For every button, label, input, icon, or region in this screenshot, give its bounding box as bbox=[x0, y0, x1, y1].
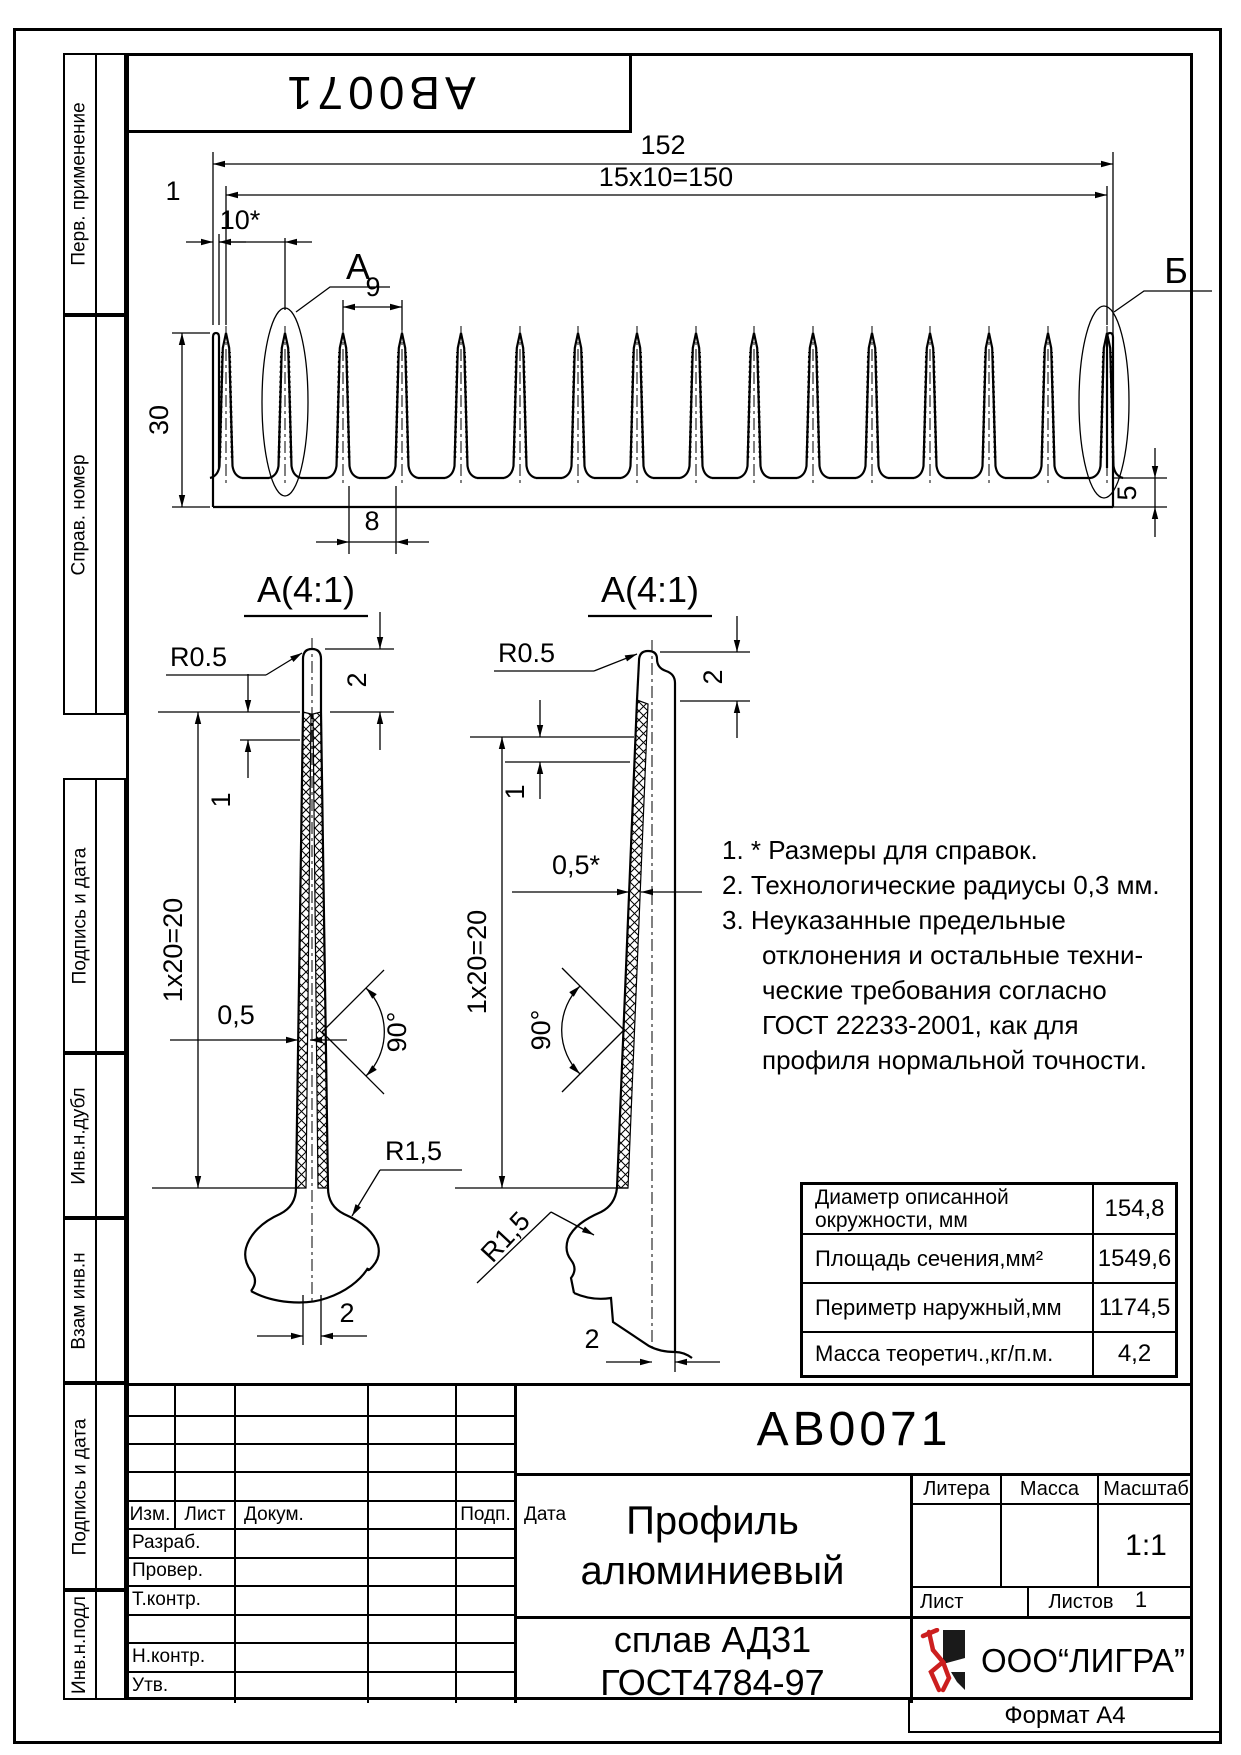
dim-05-right: 0,5* bbox=[551, 850, 601, 880]
dim-r15-left: R1,5 bbox=[385, 1136, 443, 1166]
detail-b-callout-label: Б bbox=[1164, 250, 1188, 291]
dim-05-left: 0,5 bbox=[217, 1000, 255, 1030]
note-line: ческие требования согласно bbox=[762, 975, 1107, 1005]
material bbox=[515, 1619, 910, 1703]
row-label-tkontr: Т.контр. bbox=[132, 1588, 201, 1610]
param-value: 1549,6 bbox=[1097, 1244, 1172, 1272]
company-logo bbox=[919, 1628, 971, 1694]
param-label: Площадь сечения,мм² bbox=[815, 1245, 1044, 1271]
table-row bbox=[803, 1284, 1175, 1333]
dim-pitch-10: 10* bbox=[219, 205, 261, 235]
dim-wall-1: 1 bbox=[165, 176, 181, 206]
detail-a1-title: А(4:1) bbox=[256, 569, 356, 610]
litera-header: Литера bbox=[923, 1477, 990, 1500]
title-block bbox=[126, 1383, 1193, 1703]
table-row bbox=[803, 1333, 1175, 1375]
param-value: 154,8 bbox=[1104, 1195, 1165, 1222]
dim-tip-2-left: 2 bbox=[342, 672, 372, 688]
company-cell bbox=[913, 1619, 1193, 1703]
note-line: 2. Технологические радиусы 0,3 мм. bbox=[722, 870, 1160, 900]
part-name-line: Профиль bbox=[626, 1499, 799, 1543]
col-header-list: Лист bbox=[184, 1504, 226, 1525]
side-label: Инв.н.дубл bbox=[69, 1086, 90, 1185]
detail-a2-title: А(4:1) bbox=[600, 569, 700, 610]
detail-a-callout-label: А bbox=[345, 246, 371, 287]
row-label-utv: Утв. bbox=[132, 1674, 169, 1696]
col-header-podp: Подп. bbox=[460, 1504, 511, 1525]
note-line: 3. Неуказанные предельные bbox=[722, 905, 1066, 935]
param-value: 1174,5 bbox=[1098, 1293, 1171, 1321]
dim-90-right: 90° bbox=[526, 1009, 556, 1051]
dim-r15-right: R1,5 bbox=[474, 1205, 536, 1268]
dim-channel-8: 8 bbox=[364, 506, 380, 536]
dim-tip-2-right: 2 bbox=[698, 669, 728, 685]
row-label-nkontr: Н.контр. bbox=[132, 1645, 206, 1667]
part-name bbox=[515, 1476, 910, 1616]
note-line: 1. * Размеры для справок. bbox=[722, 835, 1038, 865]
main-view-dimensions bbox=[144, 130, 1212, 554]
detail-view-a-right bbox=[455, 569, 750, 1372]
title-doc-number: АВ0071 bbox=[756, 1403, 952, 1456]
dim-r05-left: R0.5 bbox=[170, 642, 228, 672]
dim-1x20-right: 1x20=20 bbox=[462, 909, 492, 1015]
masshtab-header: Масштаб bbox=[1103, 1477, 1189, 1500]
material-line: сплав АД31 bbox=[613, 1619, 812, 1660]
top-stamp-doc-number: АВ0071 bbox=[282, 67, 476, 119]
side-label: Справ. номер bbox=[69, 454, 90, 576]
detail-b-callout-ellipse bbox=[1079, 306, 1129, 498]
note-line: профиля нормальной точности. bbox=[762, 1045, 1147, 1075]
note-line: отклонения и остальные техни- bbox=[762, 940, 1144, 970]
dim-r05-right: R0.5 bbox=[498, 638, 556, 668]
dim-serration-1-right: 1 bbox=[500, 784, 530, 800]
note-line: ГОСТ 22233-2001, как для bbox=[762, 1010, 1079, 1040]
param-label: Масса теоретич.,кг/п.м. bbox=[815, 1341, 1054, 1366]
technical-notes bbox=[722, 833, 1182, 1078]
format-note: Формат А4 bbox=[1004, 1701, 1126, 1729]
list-label: Лист bbox=[920, 1590, 964, 1613]
param-label: Диаметр описанной bbox=[815, 1186, 1009, 1209]
side-label: Подпись и дата bbox=[69, 847, 90, 984]
col-header-izm: Изм. bbox=[129, 1504, 171, 1525]
company-name: ООО“ЛИГРА” bbox=[981, 1642, 1186, 1679]
dim-total-width: 152 bbox=[640, 130, 686, 160]
listov-value: 1 bbox=[1134, 1587, 1148, 1612]
detail-view-a-left bbox=[152, 569, 462, 1345]
param-label: Периметр наружный,мм bbox=[815, 1294, 1062, 1320]
profile-main-view bbox=[210, 326, 1123, 507]
table-row bbox=[803, 1235, 1175, 1284]
dim-root-2-left: 2 bbox=[339, 1298, 355, 1328]
side-label: Взам инв.н bbox=[69, 1251, 91, 1350]
listov-label: Листов bbox=[1048, 1590, 1114, 1613]
dim-root-2-right: 2 bbox=[584, 1324, 600, 1354]
row-label-prover: Провер. bbox=[132, 1560, 204, 1581]
table-row bbox=[803, 1185, 1175, 1235]
parameters-table bbox=[800, 1182, 1178, 1378]
material-line: ГОСТ4784-97 bbox=[600, 1662, 825, 1703]
dim-serration-1-left: 1 bbox=[206, 792, 236, 808]
row-label-razrab: Разраб. bbox=[132, 1532, 201, 1553]
massa-header: Масса bbox=[1019, 1477, 1080, 1500]
param-label: окружности, мм bbox=[815, 1209, 968, 1232]
col-header-dokum: Докум. bbox=[244, 1504, 304, 1525]
dim-pitch-total: 15x10=150 bbox=[598, 162, 734, 192]
col-header-data: Дата bbox=[523, 1504, 567, 1525]
part-name-line: алюминиевый bbox=[580, 1549, 845, 1593]
scale-value: 1:1 bbox=[1125, 1528, 1167, 1562]
dim-fin-gap-9: 9 bbox=[365, 272, 381, 302]
param-value: 4,2 bbox=[1117, 1340, 1152, 1367]
dim-1x20-left: 1x20=20 bbox=[158, 897, 188, 1003]
dim-base-5: 5 bbox=[1112, 485, 1142, 501]
dim-height-30: 30 bbox=[144, 404, 174, 436]
side-label: Инв.н.подл bbox=[69, 1596, 90, 1694]
dim-90-left: 90° bbox=[382, 1011, 412, 1053]
side-label: Перв. применение bbox=[69, 102, 90, 266]
side-label: Подпись и дата bbox=[69, 1418, 90, 1555]
